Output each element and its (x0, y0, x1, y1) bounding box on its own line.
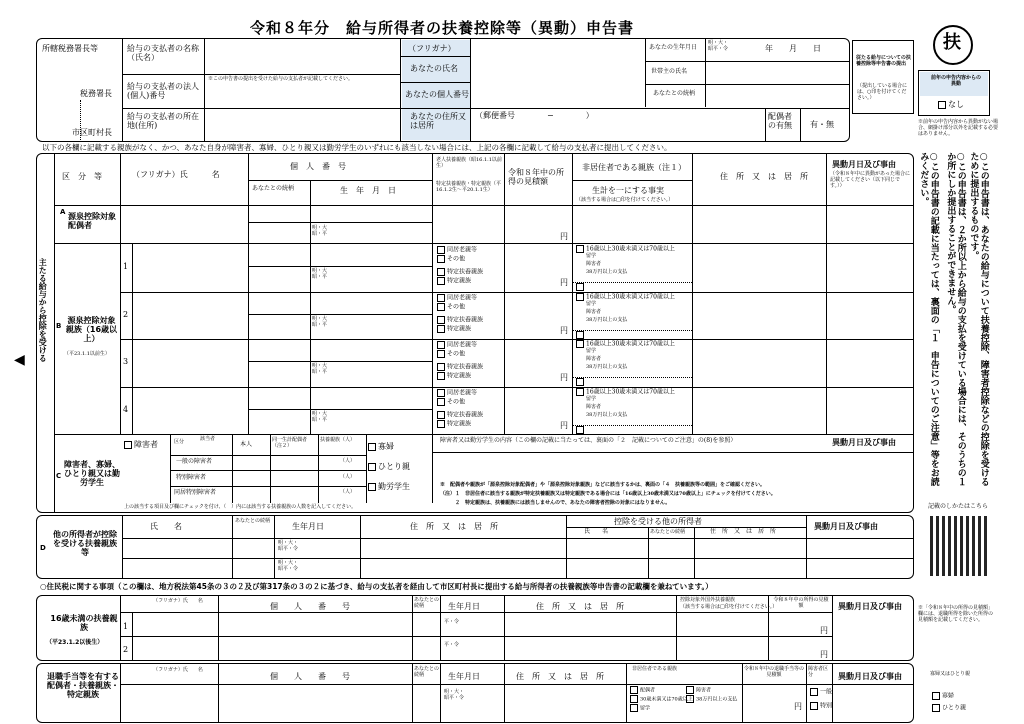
checkbox-icon (686, 686, 694, 694)
payer-address-field[interactable] (206, 110, 396, 140)
b-row-nonres-sub: 留学 (586, 301, 597, 307)
tax-office-head: 所轄税務署長等 (42, 44, 98, 53)
checkbox-icon (576, 283, 584, 291)
section-b-label: 源泉控除対象親族（16歳以上） (65, 316, 118, 344)
furigana-label: （フリガナ） (408, 44, 456, 53)
b-row-nonres-sub: 留学 (586, 396, 597, 402)
b-row-dep-label: その他 (447, 350, 466, 358)
payer-address-label: 給与の支払者の所在地(住所) (127, 112, 199, 131)
checkbox-icon (437, 277, 445, 285)
b-row-dep-check[interactable] (437, 294, 477, 302)
ret-col-widow: 寡婦又はひとり親 (930, 671, 971, 677)
b-row-nonres-sub: 38万円以上の支払 (586, 412, 628, 418)
b-row-nonres-label: 16歳以上30歳未満又は70歳以上 (586, 388, 675, 396)
retire-label: 退職手当等を有する配偶者・扶養親族・特定親族 (47, 672, 119, 700)
b-row-era: 明・大昭・平 (312, 411, 328, 423)
dis-row-special: 特別障害者 (176, 474, 207, 481)
checkbox-icon (437, 316, 445, 324)
spouse-label: 配偶者の有無 (768, 112, 792, 131)
col-livelihood: 生計を一にする事実 (592, 186, 664, 195)
d-col-name: 氏 名 (150, 522, 182, 531)
b-row-number: 1 (123, 262, 129, 271)
instruction-2: ○この申告書は、２か所以上から給与の支払を受けている場合には、そのうちの１か所にしか提出することができません。 (945, 152, 966, 486)
checkbox-icon (368, 483, 376, 491)
d-col-address: 住 所 又 は 居 所 (410, 522, 498, 531)
working-student-label: 勤労学生 (378, 482, 410, 491)
b-row-yen: 円 (560, 421, 568, 430)
household-head-label: 世帯主の氏名 (651, 68, 688, 75)
b-row-era: 明・大昭・平 (312, 268, 328, 280)
b-row-era: 明・大昭・平 (312, 316, 328, 328)
ret-nonres-label: 配偶者 (640, 687, 656, 694)
u16-col-number: 個 人 番 号 (270, 602, 350, 611)
ret-nonres-label: 障害者 (696, 687, 712, 694)
payer-number-note: ※この申告書の提出を受けた給与の支払者が記載してください。 (208, 76, 354, 82)
b-row-nonres-label: 16歳以上30歳未満又は70歳以上 (586, 340, 675, 348)
ret-col-number: 個 人 番 号 (270, 672, 350, 681)
b-row-number: 4 (123, 405, 129, 414)
ret-yen: 円 (794, 702, 802, 711)
widow-checkbox[interactable] (368, 442, 394, 451)
ret-nonres-check[interactable] (630, 695, 693, 703)
u16-col-income: 令和８年中の所得の見積額 (773, 597, 829, 609)
checkbox-icon (576, 378, 584, 386)
u16-row1-era: 平・令 (444, 619, 460, 625)
col-change-note: （令和８年中に異動があった場合に記載してください（以下同じです。）） (830, 171, 910, 189)
u16-row2-yen: 円 (820, 650, 828, 659)
ret-col-birth: 生年月日 (448, 672, 480, 681)
checkbox-icon (630, 695, 638, 703)
u16-row1-yen: 円 (820, 626, 828, 635)
form-stamp-text: 扶 (943, 32, 961, 53)
u16-row2-era: 平・令 (444, 642, 460, 648)
spouse-yes-no[interactable]: 有・無 (810, 120, 834, 129)
dis-person-unit-1: （人） (340, 458, 356, 464)
b-row-nonres-sub: 留学 (586, 253, 597, 259)
b-row-yen: 円 (560, 278, 568, 287)
section-a-yen: 円 (560, 232, 568, 241)
form-stamp-circle (933, 25, 973, 65)
birthdate-label: あなたの生年月日 (649, 44, 698, 51)
b-row-era: 明・大昭・平 (312, 363, 328, 375)
col-relation: あなたとの続柄 (252, 185, 295, 192)
disability-checkbox[interactable] (124, 440, 158, 449)
b-row-dep-check[interactable] (437, 246, 477, 254)
side-arrow-icon: ◀ (14, 352, 25, 368)
your-number-label: あなたの個人番号 (405, 90, 469, 99)
under16-sub: （平23.1.2以後生） (46, 639, 104, 646)
u16-row-2: 2 (123, 645, 129, 654)
checkbox-icon (437, 389, 445, 397)
birthdate-field[interactable]: 年 月 日 (765, 44, 821, 53)
b-row-nonres-sub: 障害者 (586, 356, 602, 362)
ret-nonres-label: 30歳未満又は70歳以上 (640, 696, 693, 703)
dis-note-3: ２ 特定親族は、扶養親族には該当しませんので、あなたの障害者控除の対象にはなりません。 (440, 500, 671, 506)
b-row-nonres-sub: 38万円以上の支払 (586, 364, 628, 370)
b-row-dep-check[interactable] (437, 255, 465, 263)
d-col-change: 異動月日及び事由 (814, 521, 878, 531)
checkbox-icon (576, 426, 584, 434)
checkbox-icon (124, 441, 132, 449)
no-change-checkbox[interactable] (938, 100, 964, 109)
u16-col-address: 住 所 又 は 居 所 (536, 602, 624, 611)
prev-year-label: 前年の申告内容からの異動 (930, 75, 981, 87)
checkbox-icon (437, 255, 445, 263)
b-row-dep-label: 同居老親等 (447, 246, 478, 254)
u16-col-relation: あなたとの続柄 (414, 597, 440, 609)
checkbox-icon (437, 420, 445, 428)
b-row-dep-check[interactable] (437, 350, 465, 358)
relation-label: あなたとの続柄 (653, 90, 696, 97)
section-a-letter: A (60, 208, 66, 216)
b-row-nonres-label: 16歳以上30歳未満又は70歳以上 (586, 293, 675, 301)
b-row-dep-check[interactable] (437, 303, 465, 311)
checkbox-icon (437, 341, 445, 349)
b-row-spec-label: 特定扶養親族 (447, 411, 484, 419)
ret-col-disability: 障害者区分 (808, 666, 829, 678)
qr-label: 記載のしかたはこちら (928, 503, 989, 510)
b-row-number: 3 (123, 357, 129, 366)
ret-col-name: （フリガナ）氏 名 (153, 667, 203, 673)
b-row-livelihood-check[interactable] (576, 283, 586, 291)
b-row-spec-check[interactable] (437, 325, 471, 333)
b-row-nonres-sub: 留学 (586, 348, 597, 354)
dis-row-cohabiting: 同居特別障害者 (174, 489, 217, 496)
section-b-sub: （平23.1.1以前生） (64, 351, 110, 357)
dis-person-unit-2: （人） (340, 474, 356, 480)
qr-code-icon[interactable] (930, 516, 990, 576)
checkbox-icon (368, 463, 376, 471)
dis-row-general: 一般の障害者 (176, 458, 213, 465)
b-row-spec-label: 特定親族 (447, 277, 472, 285)
col-livelihood-note: （該当する場合は□印を付けてください。） (576, 197, 674, 203)
checkbox-icon (437, 246, 445, 254)
section-a-label: 源泉控除対象配偶者 (68, 212, 116, 231)
b-row-dep-label: 同居老親等 (447, 341, 478, 349)
checkbox-icon (437, 363, 445, 371)
b-row-nonres-sub: 障害者 (586, 309, 602, 315)
d-sub-address: 住 所 又 は 居 所 (710, 528, 777, 535)
section-b-letter: B (56, 322, 62, 330)
ret-nonres-label: 留学 (640, 705, 651, 712)
disability-label: 障害者 (134, 440, 158, 449)
b-row-dep-check[interactable] (437, 341, 477, 349)
dis-content-label: 障害者又は勤労学生の内容（この欄の記載に当たっては、裏面の「２ 記載についてのご注意」の(8)を参照） (440, 437, 737, 444)
subsidiary-label: 従たる給与についての扶養控除等申告書の提出 (856, 55, 911, 67)
dis-note-1: ※ 配偶者や親族が「源泉控除対象配偶者」や「源泉控除対象親族」などに該当するかは、裏面の「４ 扶養親族等の範囲」をご確認ください。 (440, 482, 766, 488)
form-title: 令和８年分 給与所得者の扶養控除等（異動）申告書 (250, 19, 635, 37)
single-parent-checkbox[interactable] (368, 462, 410, 471)
ret-nonres-label: 38万円以上の支払 (696, 696, 738, 703)
payer-name-label: 給与の支払者の名称（氏名） (127, 44, 199, 63)
checkbox-icon (368, 443, 376, 451)
single-parent-label: ひとり親 (378, 462, 410, 471)
u16-col-foreign-note: （該当する場合は□印を付けてください。） (680, 604, 778, 610)
b-row-yen: 円 (560, 326, 568, 335)
ret-widow-label: 寡婦 (942, 692, 955, 700)
household-head-field[interactable] (707, 63, 847, 82)
col-nonres: 非居住者である親族（注１） (582, 163, 686, 172)
checkbox-icon (630, 686, 638, 694)
col-address: 住 所 又 は 居 所 (720, 172, 808, 181)
checkbox-icon (437, 398, 445, 406)
dis-col-category: 区分 (174, 439, 185, 445)
b-row-dep-label: 同居老親等 (447, 294, 478, 302)
ret-row-era: 明・大・昭平・令 (444, 689, 465, 701)
u16-row-1: 1 (123, 622, 129, 631)
d-sub-name: 氏 名 (584, 528, 609, 535)
ret-dis-general-label: 一般 (820, 688, 833, 696)
instruction-1: ○この申告書は、あなたの給与について扶養控除、障害者控除などの控除を受けるために提出するものです。 (968, 152, 989, 486)
dis-note-2: （注）１ 非居住者に該当する親族が特定扶養親族又は特定親族である場合には「16歳以上30歳未満又は70歳以上」にチェックを付けてください。 (440, 491, 776, 497)
d-col-relation: あなたとの続柄 (235, 518, 271, 524)
no-change-note: ※前年の申告内容から異動がない場合、網掛け部分以外を記載する必要はありません。 (918, 119, 999, 137)
payer-number-label: 給与の支払者の法人(個人)番号 (127, 82, 199, 101)
no-change-label: なし (948, 100, 964, 109)
dis-col-dependents: 扶養親族（人） (320, 437, 356, 443)
u16-col-change: 異動月日及び事由 (838, 601, 902, 611)
b-row-spec-check[interactable] (437, 411, 483, 419)
ret-nonres-check[interactable] (630, 686, 655, 694)
ret-nonres-check[interactable] (686, 686, 711, 694)
b-row-dep-label: その他 (447, 255, 466, 263)
ret-single-parent-label: ひとり親 (942, 704, 967, 712)
section-d-label: 他の所得者が控除を受ける扶養親族等 (53, 530, 117, 558)
checkbox-icon (576, 331, 584, 339)
dis-change-label: 異動月日及び事由 (832, 437, 896, 447)
checkbox-icon (932, 704, 940, 712)
col-number: 個 人 番 号 (290, 162, 346, 171)
payer-number-field[interactable] (206, 86, 396, 106)
instruction-3: ○この申告書の記載に当たっては、裏面の「１ 申告についてのご注意」等をお読みください。 (918, 152, 939, 486)
checkbox-icon (437, 411, 445, 419)
b-row-dep-label: その他 (447, 398, 466, 406)
checkbox-icon (932, 692, 940, 700)
d-row2-era: 明・大・昭平・令 (278, 560, 299, 572)
checkbox-icon (576, 388, 584, 396)
ret-single-parent-check[interactable] (932, 704, 966, 712)
b-row-spec-label: 特定親族 (447, 372, 472, 380)
working-student-checkbox[interactable] (368, 482, 410, 491)
b-row-dep-label: その他 (447, 303, 466, 311)
b-row-nonres-sub: 障害者 (586, 261, 602, 267)
checkbox-icon (686, 695, 694, 703)
col-elderly: 老人扶養親族（昭16.1.1以前生） (436, 157, 502, 169)
ret-nonres-check[interactable] (686, 695, 737, 703)
b-row-nonres-sub: 障害者 (586, 404, 602, 410)
checkbox-icon (437, 325, 445, 333)
u16-col-foreign: 控除対象外国外扶養親族 (680, 597, 736, 603)
checkbox-icon (576, 245, 584, 253)
your-address-label: あなたの住所又は居所 (410, 112, 466, 131)
b-row-nonres-label: 16歳以上30歳未満又は70歳以上 (586, 245, 675, 253)
dis-col-spouse: 同一生計配偶者（注２） (272, 437, 308, 449)
u16-col-birth: 生年月日 (448, 602, 480, 611)
main-section-box (36, 153, 914, 513)
ret-nonres-check[interactable] (630, 704, 650, 712)
b-row-spec-check[interactable] (437, 316, 483, 324)
ret-dis-special[interactable] (810, 702, 832, 710)
checkbox-icon (576, 293, 584, 301)
b-row-nonres-sub: 38万円以上の支払 (586, 317, 628, 323)
ret-col-amount: 令和８年中の退職手当等の見積額 (744, 666, 805, 678)
d-row1-era: 明・大・昭平・令 (278, 540, 299, 552)
dis-person-unit-3: （人） (340, 489, 356, 495)
b-row-spec-check[interactable] (437, 420, 471, 428)
intro-text: 以下の各欄に記載する親族がなく、かつ、あなた自身が障害者、寡婦、ひとり親又は勤労学生のいずれにも該当しない場合には、上記の各欄に記載して給与の支払者に提出してください。 (42, 143, 672, 152)
u16-side-note: ※「令和８年中の所得の見積額」欄には、退職所得を除いた所得の見積額を記載してください。 (918, 605, 994, 623)
widow-label: 寡婦 (378, 442, 394, 451)
checkbox-icon (630, 704, 638, 712)
d-sub-relation: あなたとの続柄 (650, 529, 686, 535)
b-row-spec-label: 特定扶養親族 (447, 268, 484, 276)
b-row-spec-check[interactable] (437, 372, 471, 380)
checkbox-icon (938, 101, 946, 109)
b-row-spec-check[interactable] (437, 363, 483, 371)
b-row-livelihood-check[interactable] (576, 378, 586, 386)
under16-label: 16歳未満の扶養親族 (50, 614, 118, 633)
dis-col-target: 該当者 (200, 436, 216, 442)
col-birth: 生 年 月 日 (340, 186, 396, 195)
checkbox-icon (437, 303, 445, 311)
subsidiary-box (852, 40, 914, 114)
birthdate-era: 明・大・昭平・令 (708, 40, 729, 52)
b-row-spec-label: 特定扶養親族 (447, 363, 484, 371)
b-row-spec-label: 特定扶養親族 (447, 316, 484, 324)
u16-col-name: （フリガナ）氏 名 (153, 598, 203, 604)
ret-col-change: 異動月日及び事由 (838, 671, 902, 681)
dis-hint: 上の該当する項目及び欄にチェックを付け、（ ）内には該当する扶養親族の人数を記入してください。 (124, 504, 357, 510)
ret-col-relation: あなたとの続柄 (414, 666, 440, 678)
b-row-yen: 円 (560, 373, 568, 382)
b-row-dep-check[interactable] (437, 398, 465, 406)
checkbox-icon (437, 372, 445, 380)
b-row-dep-label: 同居老親等 (447, 389, 478, 397)
checkbox-icon (437, 268, 445, 276)
b-row-spec-label: 特定親族 (447, 420, 472, 428)
section-c-letter: C (56, 472, 62, 480)
d-col-birth: 生年月日 (292, 522, 324, 531)
col-specific: 特定扶養親族・特定親族（平16.1.2生〜平20.1.1生） (436, 181, 502, 193)
col-income: 令和８年中の所得の見積額 (508, 168, 564, 187)
section-a-era: 明・大昭・平 (312, 225, 328, 237)
your-name-label: あなたの氏名 (410, 64, 458, 73)
ret-col-nonres: 非居住者である親族 (632, 666, 678, 672)
resident-tax-heading: ○住民税に関する事項（この欄は、地方税法第45条の３の２及び第317条の３の２に基づき、給与の支払者を経由して市区町村長に提出する給与所得者の扶養親族等申告書の記載欄を兼ねています。） (40, 582, 713, 591)
your-name-field[interactable] (472, 42, 642, 106)
checkbox-icon (810, 688, 818, 696)
b-row-spec-check[interactable] (437, 277, 471, 285)
col-change: 異動月日及び事由 (832, 159, 896, 169)
checkbox-icon (437, 350, 445, 358)
ret-dis-general[interactable] (810, 688, 832, 696)
checkbox-icon (437, 294, 445, 302)
b-row-spec-check[interactable] (437, 268, 483, 276)
section-d-letter: D (40, 544, 46, 552)
city-suffix: 市区町村長 (72, 128, 112, 137)
main-side-label: 主たる給与から控除を受ける (38, 258, 48, 362)
ret-col-address: 住 所 又 は 居 所 (516, 672, 604, 681)
payer-name-field[interactable] (206, 42, 396, 72)
tax-office-suffix: 税務署長 (80, 89, 112, 98)
checkbox-icon (576, 340, 584, 348)
col-category: 区 分 等 (62, 172, 102, 181)
d-col-other-earner: 控除を受ける他の所得者 (614, 517, 702, 526)
col-name: （フリガナ）氏 名 (132, 170, 220, 179)
b-row-nonres-sub: 38万円以上の支払 (586, 269, 628, 275)
dis-col-self: 本人 (240, 441, 253, 448)
checkbox-icon (810, 702, 818, 710)
ret-dis-special-label: 特別 (820, 702, 833, 710)
section-c-label: 障害者、寡婦、ひとり親又は勤労学生 (64, 460, 120, 488)
subsidiary-note: （提出している場合には、○印を付けてください。） (857, 83, 908, 101)
postal-code-field[interactable]: （郵便番号 − ） (475, 111, 594, 120)
b-row-spec-label: 特定親族 (447, 325, 472, 333)
ret-widow-check[interactable] (932, 692, 954, 700)
b-row-dep-check[interactable] (437, 389, 477, 397)
b-row-number: 2 (123, 310, 129, 319)
